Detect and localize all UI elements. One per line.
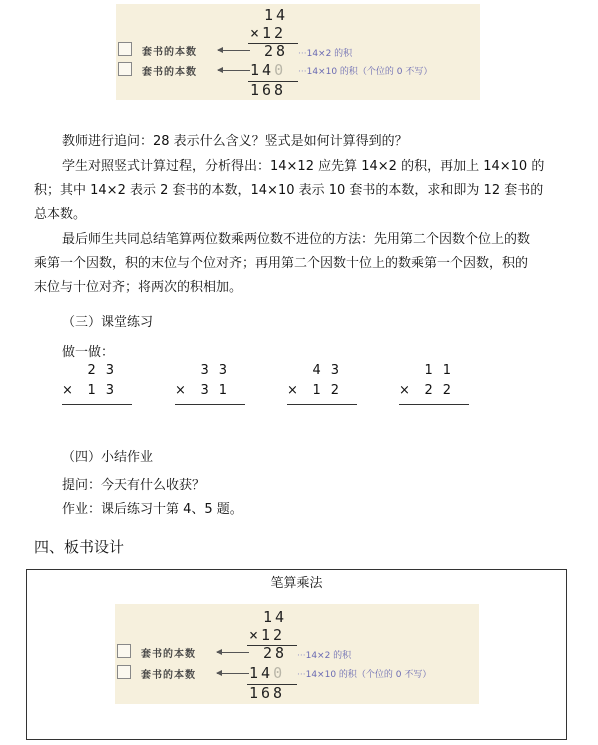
times-sign: × (287, 383, 298, 398)
times-sign: × (249, 626, 262, 644)
problem-top: 33 (200, 363, 237, 378)
note-2: ···14×10 的积（个位的 0 不写） (297, 670, 432, 680)
paragraph-3-line-2: 乘第一个因数，积的末位与个位对齐；再用第二个因数十位上的数乘第一个因数，积的 (34, 256, 529, 271)
label-2: 套书的本数 (141, 670, 196, 681)
answer-box-1 (117, 644, 131, 658)
problem-bottom: 31 (200, 383, 237, 398)
answer-box-1 (118, 42, 132, 56)
answer-box-2 (117, 665, 131, 679)
arrow-1 (218, 50, 250, 51)
problem-top: 43 (312, 363, 349, 378)
faded-zero: 0 (274, 61, 287, 79)
multiplier: 12 (262, 24, 287, 42)
problem-rule (399, 404, 469, 405)
problem-rule (175, 404, 245, 405)
paragraph-2-line-2: 积；其中 14×2 表示 2 套书的本数，14×10 表示 10 套书的本数，求和即为 12 套书的 (34, 183, 544, 198)
practice-problem-3 (287, 363, 357, 409)
times-sign: × (399, 383, 410, 398)
practice-problem-1 (62, 363, 132, 409)
board-title: 笔算乘法 (270, 576, 323, 591)
partial-product-2: 140 (250, 61, 287, 79)
arrow-2 (217, 673, 249, 674)
multiplication-figure-top (116, 4, 480, 100)
section-4-heading: （四）小结作业 (62, 450, 154, 465)
note-1: ···14×2 的积 (298, 49, 353, 59)
problem-top: 23 (87, 363, 124, 378)
practice-label: 做一做： (62, 345, 115, 360)
paragraph-2-line-3: 总本数。 (34, 207, 87, 222)
section-3-heading: （三）课堂练习 (62, 315, 154, 330)
multiplier-row (250, 24, 286, 42)
problem-top: 11 (424, 363, 461, 378)
problem-rule (62, 404, 132, 405)
heading-board-design: 四、板书设计 (34, 538, 125, 556)
label-2: 套书的本数 (142, 67, 197, 78)
partial-product-1: 28 (263, 644, 288, 662)
times-sign: × (62, 383, 73, 398)
label-1: 套书的本数 (141, 649, 196, 660)
practice-problem-4 (399, 363, 469, 409)
problem-bottom: 13 (87, 383, 124, 398)
arrow-1 (217, 652, 249, 653)
problem-bottom: 22 (424, 383, 461, 398)
label-1: 套书的本数 (142, 47, 197, 58)
question-line: 提问：今天有什么收获？ (62, 478, 206, 493)
multiplier: 12 (261, 626, 286, 644)
product: 168 (249, 684, 286, 702)
partial-product-2: 140 (249, 664, 286, 682)
times-sign: × (175, 383, 186, 398)
paragraph-3-line-1: 最后师生共同总结笔算两位数乘两位数不进位的方法：先用第二个因数个位上的数 (62, 232, 531, 247)
practice-problem-2 (175, 363, 245, 409)
note-dots: ··· (298, 49, 307, 59)
multiplication-figure-board (115, 604, 479, 704)
problem-bottom: 12 (312, 383, 349, 398)
arrow-2 (218, 70, 250, 71)
note-2: ···14×10 的积（个位的 0 不写） (298, 67, 433, 77)
paragraph-3-line-3: 末位与十位对齐；将两次的积相加。 (34, 280, 243, 295)
paragraph-2-line-1: 学生对照竖式计算过程，分析得出：14×12 应先算 14×2 的积，再加上 14×10 的 (62, 159, 545, 174)
times-sign: × (250, 24, 263, 42)
faded-zero: 0 (273, 664, 286, 682)
problem-rule (287, 404, 357, 405)
answer-box-2 (118, 62, 132, 76)
product: 168 (250, 81, 287, 99)
multiplicand: 14 (263, 608, 288, 626)
note-1: ···14×2 的积 (297, 651, 352, 661)
multiplicand: 14 (264, 6, 289, 24)
paragraph-1: 教师进行追问：28 表示什么含义？竖式是如何计算得到的？ (62, 134, 408, 149)
multiplier-row (249, 626, 285, 644)
homework-line: 作业：课后练习十第 4、5 题。 (62, 502, 243, 517)
partial-product-1: 28 (264, 42, 289, 60)
board-design-box (26, 569, 567, 740)
